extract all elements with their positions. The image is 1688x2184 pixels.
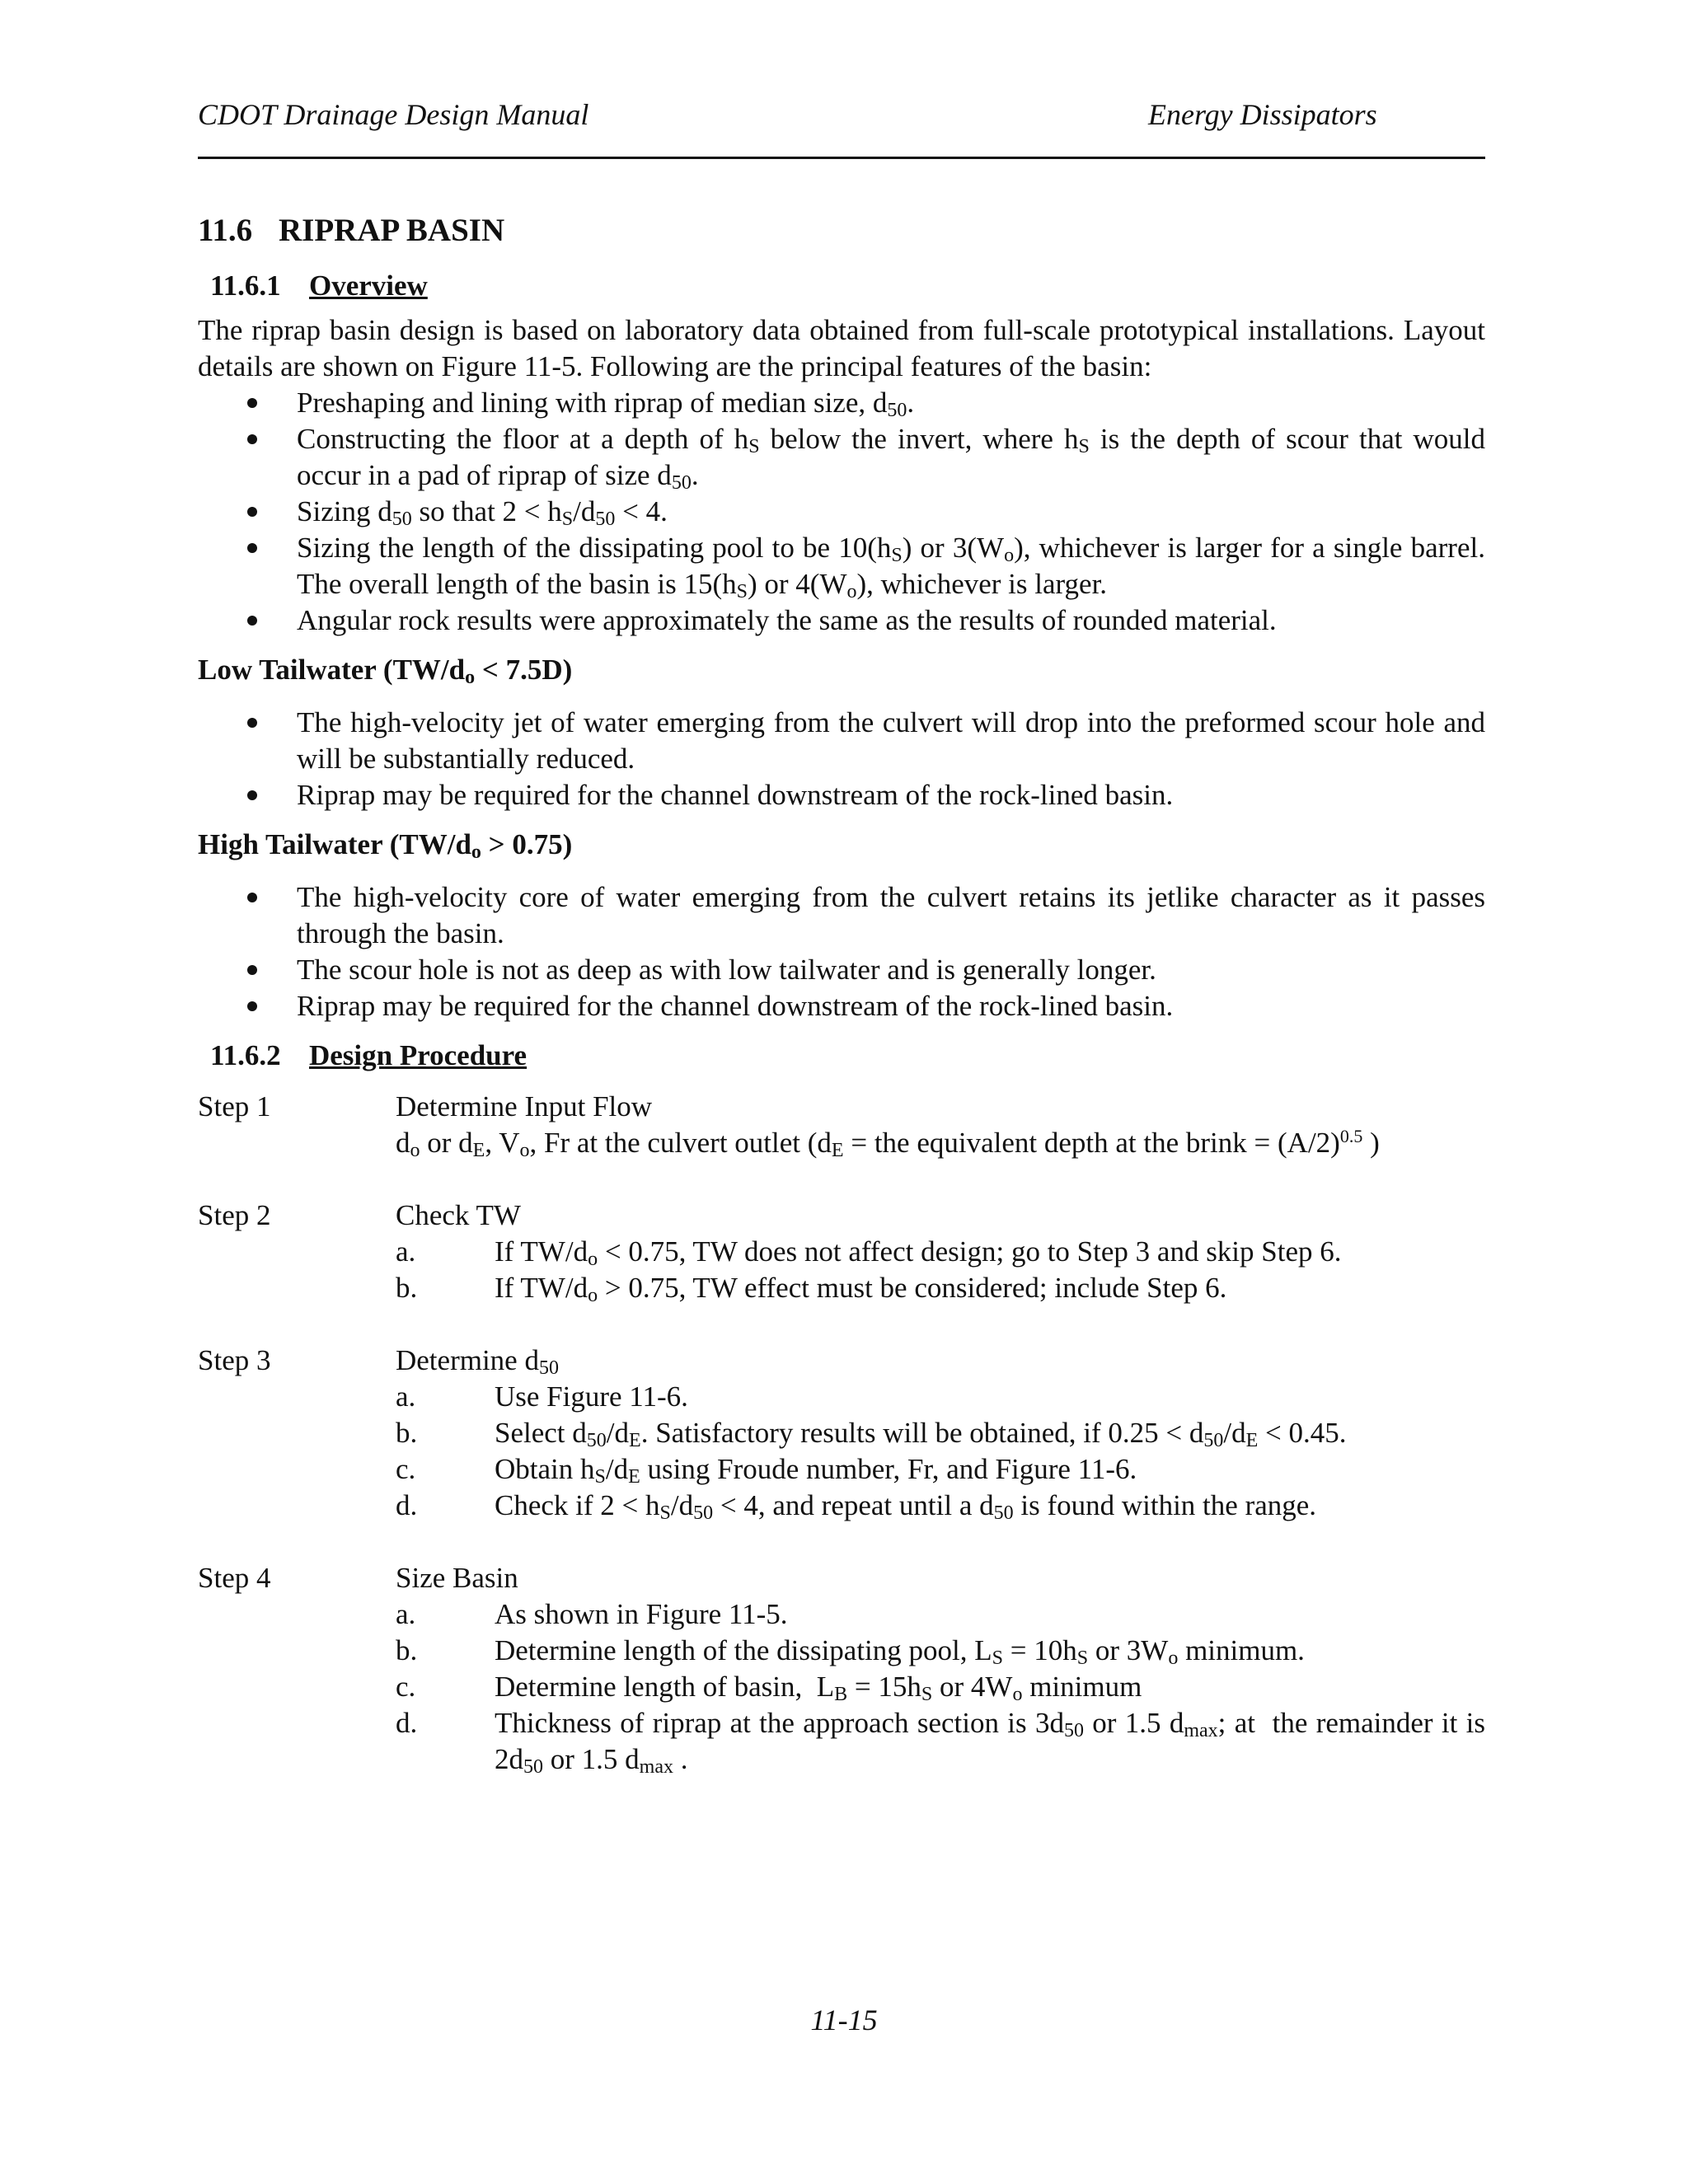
step-title: Determine Input Flow (396, 1090, 653, 1122)
step-title: Size Basin (396, 1562, 518, 1594)
list-item: c. Determine length of basin, $L_B = 15h_S$ or $4W_o$ minimum (396, 1671, 1142, 1705)
list-item: b. Determine length of the dissipating pool, $L_S = 10h_S$ or $3W_o$ minimum. (396, 1634, 1305, 1669)
step-label: Step 4 (198, 1562, 271, 1594)
low-tailwater-heading: Low Tailwater $(TW/d_o < 7.5D)$ (198, 654, 573, 688)
list-item: a. If $TW/d_o < 0.75$, TW does not affect design; go to Step 3 and skip Step 6. (396, 1235, 1342, 1270)
list-item: Riprap may be required for the channel downstream of the rock-lined basin. (198, 988, 1485, 1024)
step-1 (198, 1089, 1485, 1161)
list-item: Sizing the length of the dissipating pool to be $10(h_S)$ or $3(W_o)$, whichever is larger for a single barrel. The overall length of the basin is $15(h_S)$ or $4(W_o)$, whichever is larger. (198, 530, 1485, 602)
list-item: The high-velocity jet of water emerging from the culvert will drop into the preformed scour hole and will be substantially reduced. (198, 705, 1485, 777)
step-detail: $d_o$ or $d_E$, $V_o$, Fr at the culvert outlet ($d_E$ = the equivalent depth at the brink = $(A/2)^{0.5}$ ) (396, 1126, 1380, 1161)
bullet-icon (247, 616, 257, 626)
list-item: d. Check if $2 < h_S/d_{50} < 4$, and repeat until a $d_{50}$ is found within the range. (396, 1489, 1317, 1524)
step-label: Step 1 (198, 1090, 271, 1122)
design-number: 11.6.2 (210, 1039, 281, 1071)
list-item: Constructing the floor at a depth of $h_S$ below the invert, where $h_S$ is the depth of scour that would occur in a pad of riprap of size $d_{50}$. (198, 421, 1485, 494)
low-tailwater-list (198, 705, 1485, 813)
list-item: Angular rock results were approximately the same as the results of rounded material. (198, 602, 1485, 639)
design-procedure-heading (198, 1038, 1485, 1074)
bullet-icon (247, 398, 257, 408)
page-header (198, 97, 1485, 159)
basin-features-list (198, 385, 1485, 639)
bullet-icon (247, 965, 257, 975)
bullet-icon (247, 1001, 257, 1011)
bullet-icon (247, 507, 257, 517)
list-item: The scour hole is not as deep as with low tailwater and is generally longer. (198, 952, 1485, 988)
bullet-icon (247, 893, 257, 902)
bullet-icon (247, 790, 257, 800)
step-title: Determine $d_{50}$ (396, 1344, 559, 1379)
section-heading (198, 210, 1485, 251)
list-item: c. Obtain $h_S/d_E$ using Froude number, Fr, and Figure 11-6. (396, 1453, 1137, 1488)
page-number: 11-15 (810, 2004, 878, 2036)
section-number: 11.6 (198, 213, 253, 248)
chapter-title: Energy Dissipators (1148, 98, 1377, 131)
step-title: Check TW (396, 1199, 521, 1231)
list-item: b. Select $d_{50}/d_E$. Satisfactory results will be obtained, if $0.25 < d_{50}/d_E < 0.45$. (396, 1417, 1347, 1451)
high-tailwater-list (198, 879, 1485, 1024)
list-item: d. Thickness of riprap at the approach section is $3d_{50}$ or 1.5 $d_{max}$; at the remainder it is $2d_{50}$ or 1.5 $d_{max}$ . (396, 1707, 1485, 1778)
design-title: Design Procedure (309, 1039, 528, 1071)
bullet-icon (247, 543, 257, 553)
bullet-icon (247, 718, 257, 728)
list-item: a. Use Figure 11-6. (396, 1380, 688, 1413)
step-label: Step 3 (198, 1344, 271, 1376)
list-item: a. As shown in Figure 11-5. (396, 1598, 788, 1630)
list-item: The high-velocity core of water emerging from the culvert retains its jetlike character as it passes through the basin. (198, 879, 1485, 952)
overview-heading (198, 268, 1485, 304)
overview-title: Overview (309, 269, 428, 302)
overview-intro: The riprap basin design is based on laboratory data obtained from full-scale prototypical installations. Layout details are shown on Figure 11-5. Following are the principal features of the basin: (198, 314, 1485, 382)
list-item: Sizing $d_{50}$ so that $2 < h_S/d_{50} < 4$. (198, 494, 1485, 530)
list-item: Preshaping and lining with riprap of median size, $d_{50}$. (198, 385, 1485, 421)
step-2 (198, 1197, 1485, 1306)
overview-number: 11.6.1 (210, 269, 281, 302)
step-4 (198, 1560, 1485, 1778)
list-item: b. If $TW/d_o > 0.75$, TW effect must be considered; include Step 6. (396, 1272, 1227, 1306)
list-item: Riprap may be required for the channel downstream of the rock-lined basin. (198, 777, 1485, 813)
page-content (198, 210, 1485, 1778)
step-label: Step 2 (198, 1199, 271, 1231)
manual-title: CDOT Drainage Design Manual (198, 98, 589, 131)
section-title: RIPRAP BASIN (279, 213, 505, 248)
bullet-icon (247, 434, 257, 444)
step-3 (198, 1343, 1485, 1524)
high-tailwater-heading: High Tailwater $(TW/d_o > 0.75)$ (198, 828, 573, 863)
